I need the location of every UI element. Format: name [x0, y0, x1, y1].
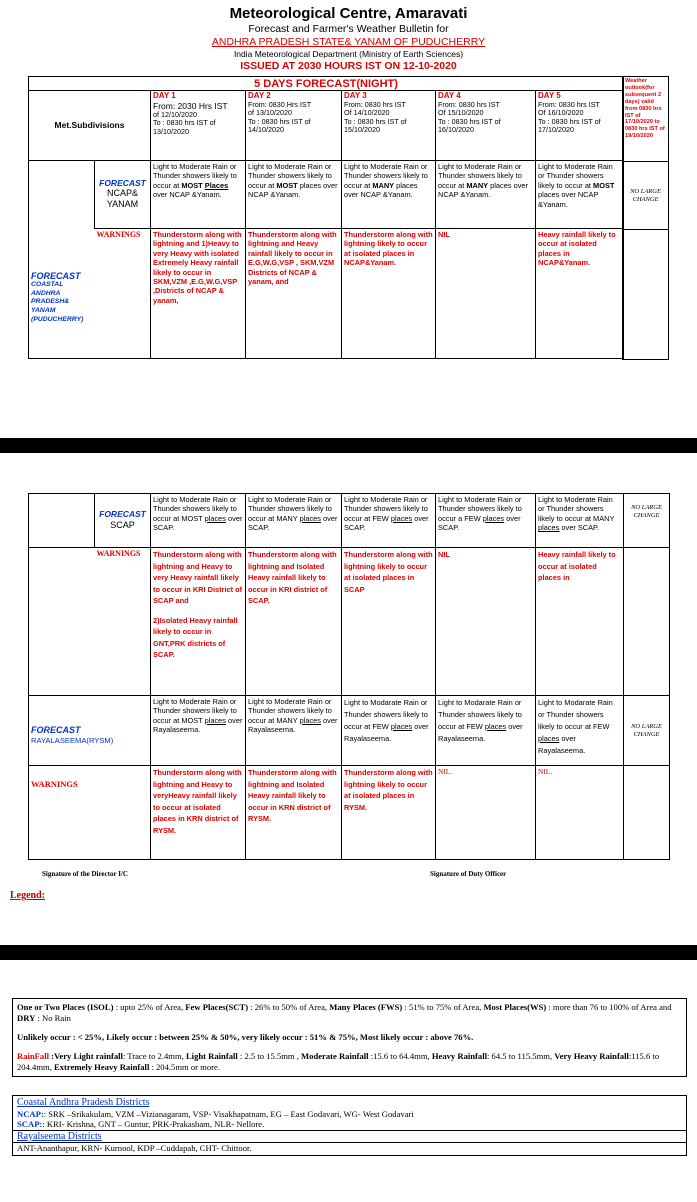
- bulletin-subtitle: Forecast and Farmer's Weather Bulletin for: [248, 23, 449, 35]
- coastal-ap-label: FORECAST COASTAL ANDHRA PRADESH& YANAM (PUDUCHERRY): [29, 161, 95, 359]
- scap-subdivision-label: FORECAST SCAP: [95, 494, 151, 548]
- legend-places: One or Two Places (ISOL) : upto 25% of Area, Few Places(SCT) : 26% to 50% of Area, Many Places (FWS) : 51% to 75% of Area, Most Places(WS) : more than 76 to 100% of Area and DRY : No Rain: [17, 1002, 672, 1023]
- rysm-warning-day-5: NIL.: [536, 766, 624, 860]
- ncap-warnings-label: WARNINGS: [95, 229, 151, 359]
- scap-forecast-day-5: Light to Moderate Rain or Thunder showers likely to occur at MANY places over SCAP.: [536, 494, 624, 548]
- rysm-forecast-day-5: Light to Modarate Rain or Thunder showers likely to occur at FEW places over Rayalaseema.: [536, 696, 624, 766]
- rysm-no-large-change: NO LARGE CHANGE: [624, 696, 670, 766]
- ncap-forecast-day-4: Light to Moderate Rain or Thunder showers likely to occur at MANY places over NCAP &Yanam.: [436, 161, 536, 229]
- region-title: ANDHRA PRADESH STATE& YANAM OF PUDUCHERRY: [211, 36, 486, 48]
- scap-warning-day-2: Thunderstorm along with lightning and Isolated Heavy rainfall likely to occur in KRI district of SCAP.: [246, 548, 342, 696]
- rysm-outlook-empty: [624, 766, 670, 860]
- rysm-forecast-day-1: Light to Moderate Rain or Thunder showers likely to occur at MOST places over Rayalaseema.: [151, 696, 246, 766]
- scap-districts: SCAP:: KRI- Krishna, GNT – Guntur, PRK-Prakasham, NLR- Nellore.: [13, 1119, 686, 1131]
- forecast-table-part1: [28, 76, 624, 359]
- scap-no-large-change: NO LARGE CHANGE: [624, 494, 670, 548]
- rysm-forecast-day-4: Light to Modarate Rain or Thunder showers likely to occur at FEW places over Rayalaseema.: [436, 696, 536, 766]
- issued-time: ISSUED AT 2030 HOURS IST ON 12-10-2020: [240, 60, 457, 72]
- director-signature-label: Signature of the Director I/C: [42, 870, 128, 878]
- ncap-warning-day-5: Heavy rainfall likely to occur at isolated places in NCAP&Yanam.: [536, 229, 624, 359]
- scap-warnings-label: WARNINGS: [95, 548, 151, 696]
- day-2-header: DAY 2 From: 0830 Hrs IST of 13/10/2020 To : 0830 hrs IST of 14/10/2020: [246, 91, 342, 161]
- day-5-header: DAY 5 From: 0830 hrs IST Of 16/10/2020 To : 0830 hrs IST of 17/10/2020: [536, 91, 624, 161]
- page-title: Meteorological Centre, Amaravati: [229, 5, 468, 22]
- rayalseema-districts-title: Rayalseema Districts: [13, 1131, 686, 1144]
- rayalseema-districts: ANT-Ananthapur, KRN- Kurnool, KDP –Cuddapah, CHT- Chittoor.: [17, 1143, 252, 1154]
- ncap-warning-day-3: Thunderstorm along with lightning likely to occur at isolated places in NCAP&Yanam.: [342, 229, 436, 359]
- rysm-warning-day-1: Thunderstorm along with lightning and Heavy to veryHeavy rainfall likely to occur at isolated places in KRN district of RYSM.: [151, 766, 246, 860]
- day-1-header: DAY 1 From: 2030 Hrs IST of 12/10/2020 To : 0830 hrs IST of 13/10/2020: [151, 91, 246, 161]
- department-name: India Meteorological Department (Ministry of Earth Sciences): [233, 49, 464, 59]
- rysm-warnings-label: WARNINGS: [29, 766, 151, 860]
- ncap-forecast-day-5: Light to Moderate Rain or Thunder showers likely to occur at MOST places over NCAP &Yanam.: [536, 161, 624, 229]
- forecast-table-part2: [28, 493, 670, 860]
- scap-forecast-day-3: Light to Moderate Rain or Thunder showers likely to occur at FEW places over SCAP.: [342, 494, 436, 548]
- ncap-no-large-change: NO LARGE CHANGE: [623, 162, 669, 230]
- legend-likelihood: Unlikely occur : < 25%, Likely occur : between 25% & 50%, very likely occur : 51% & 75%, Most likely occur : above 76%.: [17, 1032, 474, 1042]
- rysm-warning-day-2: Thunderstorm along with lightning and Isolated Heavy rainfall likely to occur in KRN district of RYSM.: [246, 766, 342, 860]
- rysm-forecast-day-2: Light to Moderate Rain or Thunder showers likely to occur at MANY places over Rayalaseema.: [246, 696, 342, 766]
- scap-forecast-day-1: Light to Moderate Rain or Thunder showers likely to occur at MOST places over SCAP.: [151, 494, 246, 548]
- scap-warnings-left-blank: [29, 548, 95, 696]
- scap-warning-day-4: NIL: [436, 548, 536, 696]
- scap-warning-day-3: Thunderstorm along with lightning likely to occur at isolated places in SCAP: [342, 548, 436, 696]
- rysm-forecast-day-3: Light to Modarate Rain or Thunder showers likely to occur at FEW places over Rayalaseema.: [342, 696, 436, 766]
- districts-box: [12, 1095, 687, 1156]
- ncap-districts: NCAP:: SRK –Srikakulam, VZM –Vizianagaram, VSP- Visakhapatnam, EG – East Godavari, WG- West Godavari: [17, 1108, 414, 1119]
- ncap-forecast-day-3: Light to Moderate Rain or Thunder showers likely to occur at MANY places over NCAP &Yanam.: [342, 161, 436, 229]
- bulletin-header: [0, 4, 697, 73]
- ncap-warning-day-4: NIL: [436, 229, 536, 359]
- ncap-outlook-empty: [623, 230, 669, 360]
- scap-forecast-day-2: Light to Moderate Rain or Thunder showers likely to occur at MANY places over SCAP.: [246, 494, 342, 548]
- day-3-header: DAY 3 From: 0830 hrs IST Of 14/10/2020 To : 0830 hrs IST of 15/10/2020: [342, 91, 436, 161]
- duty-officer-signature-label: Signature of Duty Officer: [430, 870, 507, 878]
- ncap-warning-day-1: Thunderstorm along with lightning and 1)Heavy to very Heavy with isolated Extremely Heavy rainfall likely to occur in SKM,VZM ,E.G,W.G,VSP ,Districts of NCAP & yanam,: [151, 229, 246, 359]
- coastal-districts-title: Coastal Andhra Pradesh Districts: [17, 1097, 150, 1108]
- scap-warning-day-1: Thunderstorm along with lightning and Heavy to very Heavy rainfall likely to occur in KRI District of SCAP and 2)Isolated Heavy rainfall likely to occur in GNT,PRK districts of SCAP.: [151, 548, 246, 696]
- met-subdivisions-header: Met.Subdivisions: [29, 91, 151, 161]
- ncap-warning-day-2: Thunderstorm along with lightning and Heavy rainfall likely to occur in E.G,W.G,VSP , SKM,VZM Districts of NCAP & yanam, and: [246, 229, 342, 359]
- outlook-header: Weather outlook(for subsequent 2 days) valid from 0830 hrs IST of 17/10/2020 to 0830 hrs IST of 19/10/2020: [623, 77, 669, 162]
- scap-left-blank: [29, 494, 95, 548]
- legend-box: [12, 998, 687, 1077]
- rysm-subdivision-label: FORECAST RAYALASEEMA(RYSM): [29, 696, 151, 766]
- page-divider: [0, 438, 697, 453]
- outlook-column-part1: [622, 76, 669, 360]
- legend-heading: Legend:: [10, 890, 45, 901]
- rysm-warning-day-3: Thunderstorm along with lightning likely to occur at isolated places in RYSM.: [342, 766, 436, 860]
- day-4-header: DAY 4 From: 0830 hrs IST Of 15/10/2020 To : 0830 hrs IST of 16/10/2020: [436, 91, 536, 161]
- scap-warning-day-5: Heavy rainfall likely to occur at isolated places in: [536, 548, 624, 696]
- scap-forecast-day-4: Light to Moderate Rain or Thunder showers likely to occur a FEW places over SCAP.: [436, 494, 536, 548]
- ncap-forecast-day-2: Light to Moderate Rain or Thunder showers likely to occur at MOST places over NCAP &Yanam.: [246, 161, 342, 229]
- ncap-subdivision-label: FORECAST NCAP& YANAM: [95, 161, 151, 229]
- scap-outlook-empty: [624, 548, 670, 696]
- five-day-banner: 5 DAYS FORECAST(NIGHT): [29, 77, 624, 91]
- page-divider-2: [0, 945, 697, 960]
- legend-rainfall: RainFall :Very Light rainfall: Trace to 2.4mm, Light Rainfall : 2.5 to 15.5mm , Moderate Rainfall :15.6 to 64.4mm, Heavy Rainfall: 64.5 to 115.5mm, Very Heavy Rainfall:115.6 to 204.4mm, Extremely Heavy Rainfall : 204.5mm or more.: [17, 1051, 660, 1072]
- rysm-warning-day-4: NIL.: [436, 766, 536, 860]
- ncap-forecast-day-1: Light to Moderate Rain or Thunder showers likely to occur at MOST Places over NCAP &Yanam.: [151, 161, 246, 229]
